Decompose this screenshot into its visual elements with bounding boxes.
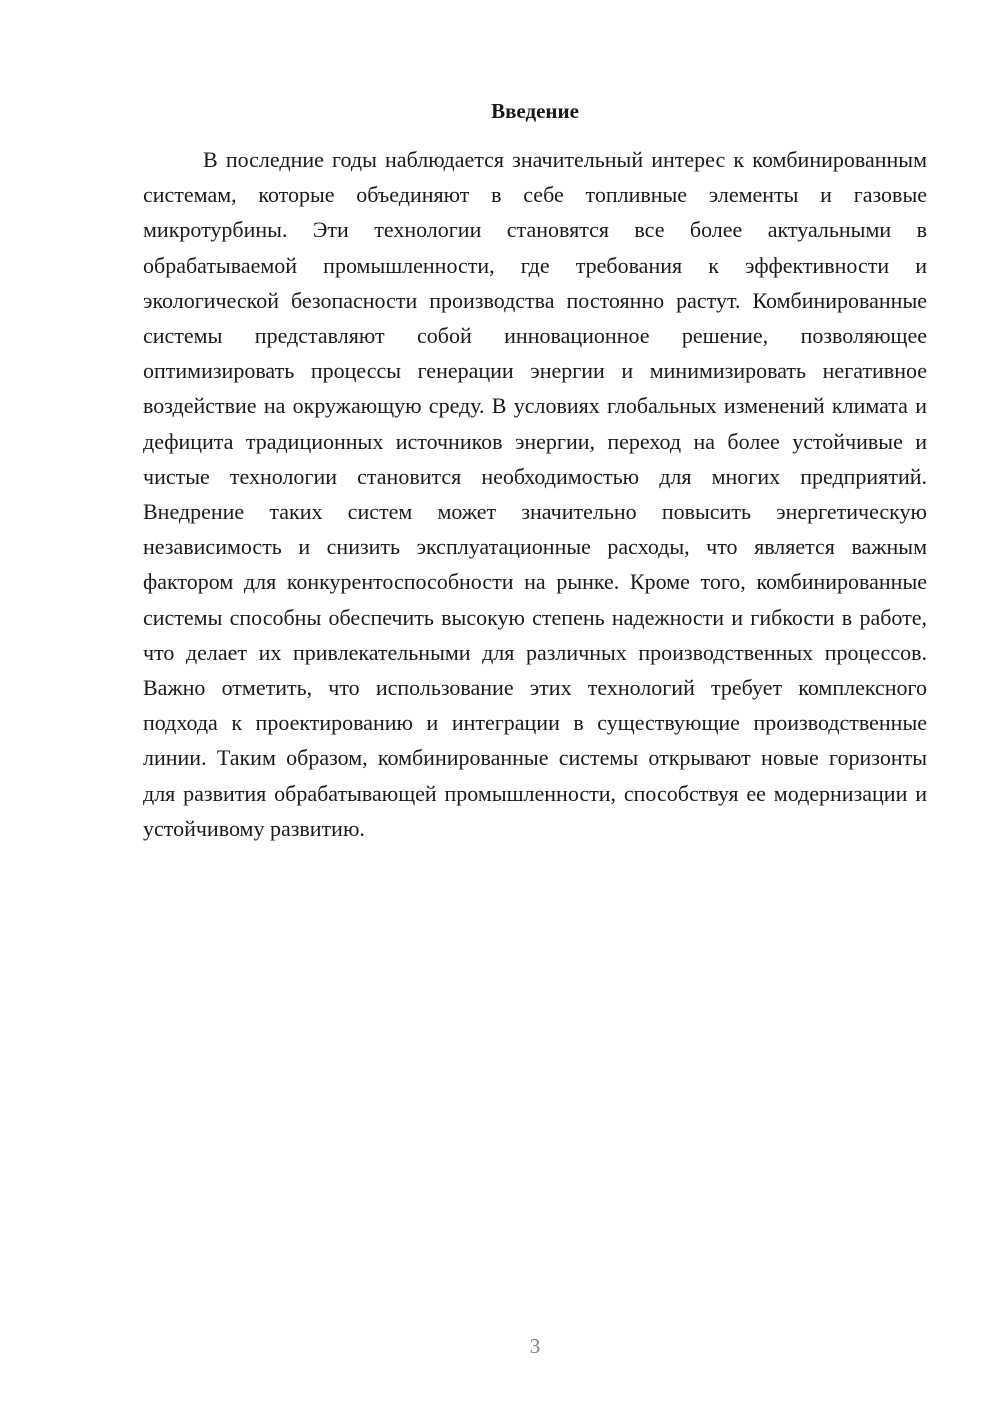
page-number: 3 [529,1334,541,1358]
body-paragraph: В последние годы наблюдается значительный интерес к комбинированным системам, которые объединяют в себе топливные элементы и газовые микротурбины. Эти технологии становятся все более актуальными в обрабатываемой промышленности, где требования к эффективности и экологической безопасности производства постоянно растут. Комбинированные системы представляют собой инновационное решение, позволяющее оптимизировать процессы генерации энергии и минимизировать негативное воздействие на окружающую среду. В условиях глобальных изменений климата и дефицита традиционных источников энергии, переход на более устойчивые и чистые технологии становится необходимостью для многих предприятий. Внедрение таких систем может значительно повысить энергетическую независимость и снизить эксплуатационные расходы, что является важным фактором для конкурентоспособности на рынке. Кроме того, комбинированные системы способны обеспечить высокую степень надежности и гибкости в работе, что делает их привлекательными для различных производственных процессов. Важно отметить, что использование этих технологий требует комплексного подхода к проектированию и интеграции в существующие производственные линии. Таким образом, комбинированные системы открывают новые горизонты для развития обрабатывающей промышленности, способствуя ее модернизации и устойчивому развитию. [143,147,927,841]
section-title: Введение [491,99,579,123]
